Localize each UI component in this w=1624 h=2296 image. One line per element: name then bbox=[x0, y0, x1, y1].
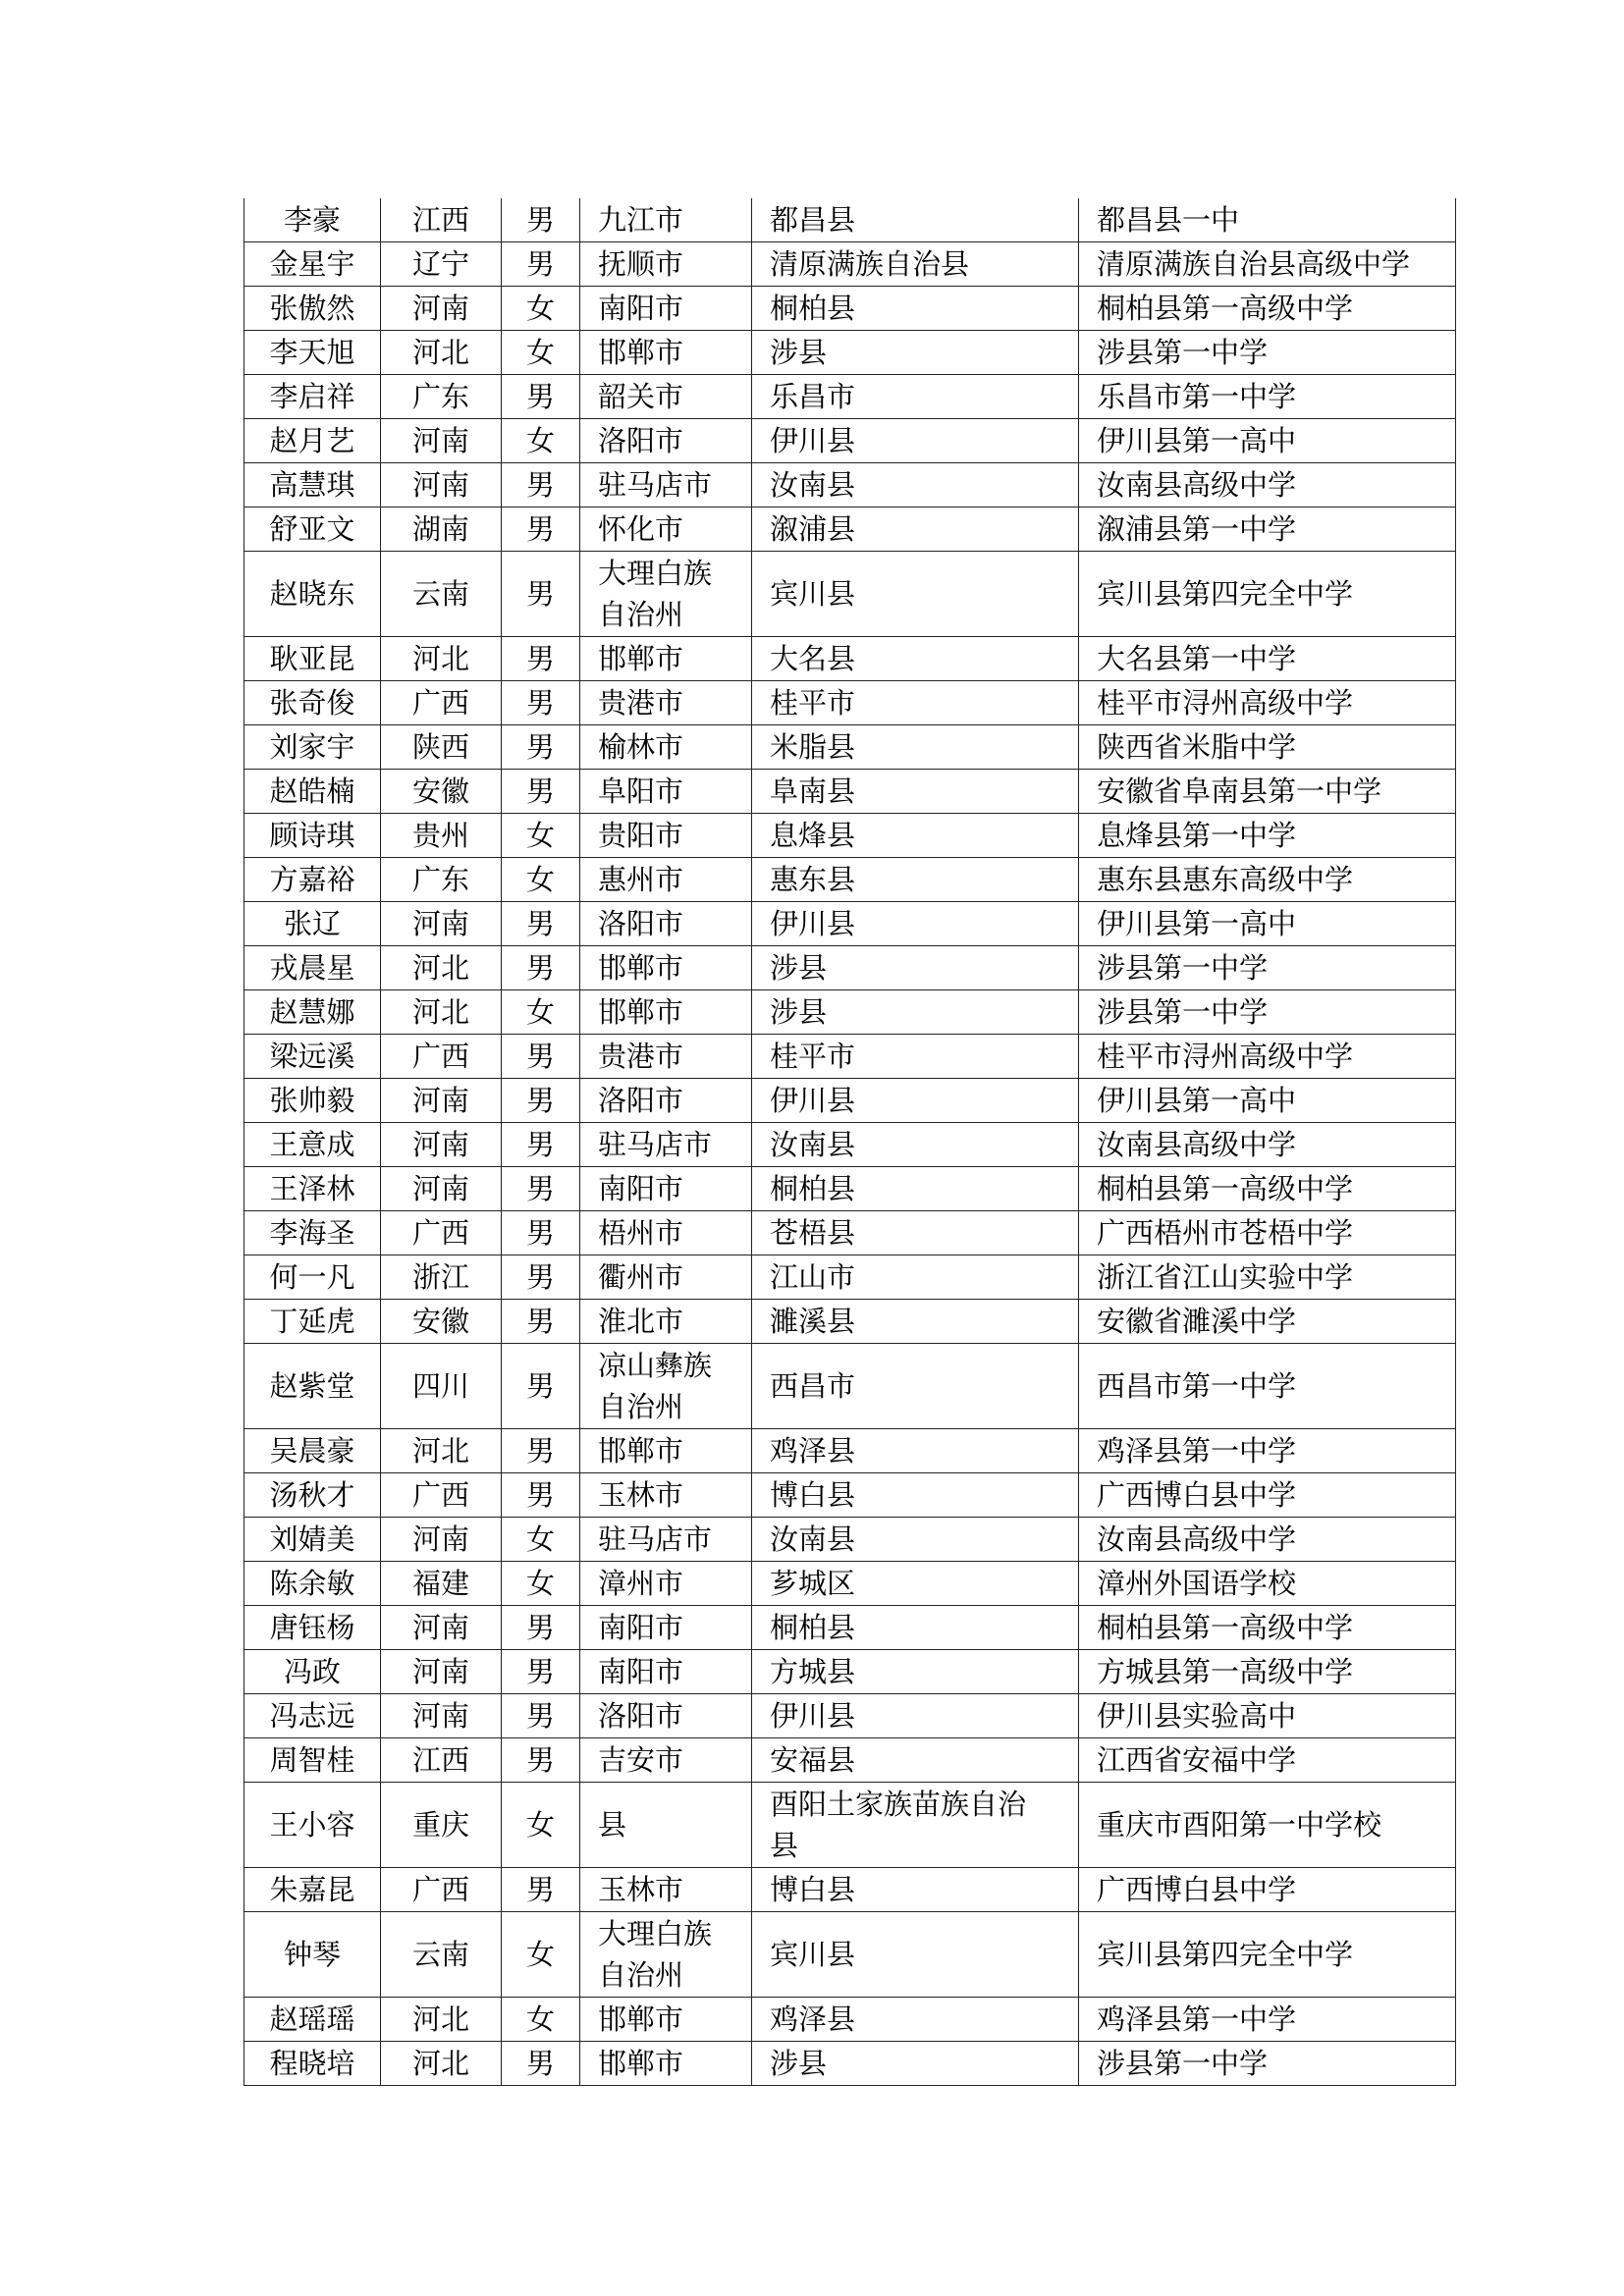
cell-province: 陕西 bbox=[381, 725, 502, 770]
cell-city: 驻马店市 bbox=[580, 463, 752, 507]
cell-school: 浙江省江山实验中学 bbox=[1079, 1255, 1456, 1300]
cell-province: 广西 bbox=[381, 681, 502, 725]
cell-school: 涉县第一中学 bbox=[1079, 990, 1456, 1035]
cell-province: 河南 bbox=[381, 419, 502, 463]
table-row bbox=[244, 287, 1456, 331]
cell-gender: 男 bbox=[502, 1255, 580, 1300]
cell-province: 云南 bbox=[381, 552, 502, 637]
cell-city: 邯郸市 bbox=[580, 990, 752, 1035]
cell-county: 桂平市 bbox=[752, 1035, 1079, 1079]
cell-student-name: 王意成 bbox=[244, 1123, 381, 1167]
cell-city: 驻马店市 bbox=[580, 1518, 752, 1562]
cell-county: 博白县 bbox=[752, 1473, 1079, 1518]
cell-student-name: 赵皓楠 bbox=[244, 770, 381, 814]
cell-gender: 女 bbox=[502, 1562, 580, 1606]
cell-student-name: 顾诗琪 bbox=[244, 814, 381, 858]
cell-province: 河南 bbox=[381, 463, 502, 507]
cell-student-name: 朱嘉昆 bbox=[244, 1868, 381, 1912]
cell-city: 驻马店市 bbox=[580, 1123, 752, 1167]
cell-school: 乐昌市第一中学 bbox=[1079, 375, 1456, 419]
cell-county: 桂平市 bbox=[752, 681, 1079, 725]
cell-student-name: 李豪 bbox=[244, 198, 381, 242]
table-row bbox=[244, 1998, 1456, 2042]
cell-province: 河南 bbox=[381, 1650, 502, 1694]
table-row bbox=[244, 552, 1456, 637]
cell-school: 伊川县实验高中 bbox=[1079, 1694, 1456, 1738]
cell-gender: 女 bbox=[502, 814, 580, 858]
table-row bbox=[244, 1035, 1456, 1079]
cell-province: 浙江 bbox=[381, 1255, 502, 1300]
cell-gender: 男 bbox=[502, 552, 580, 637]
cell-city: 贵港市 bbox=[580, 1035, 752, 1079]
cell-county: 汝南县 bbox=[752, 1518, 1079, 1562]
table-row bbox=[244, 1255, 1456, 1300]
cell-province: 广西 bbox=[381, 1211, 502, 1255]
cell-student-name: 赵慧娜 bbox=[244, 990, 381, 1035]
cell-province: 河南 bbox=[381, 1518, 502, 1562]
cell-school: 江西省安福中学 bbox=[1079, 1738, 1456, 1783]
cell-province: 河北 bbox=[381, 946, 502, 990]
cell-school: 宾川县第四完全中学 bbox=[1079, 552, 1456, 637]
table-row bbox=[244, 507, 1456, 552]
cell-gender: 男 bbox=[502, 1211, 580, 1255]
cell-province: 河南 bbox=[381, 1167, 502, 1211]
cell-county: 乐昌市 bbox=[752, 375, 1079, 419]
table-row bbox=[244, 1300, 1456, 1344]
cell-gender: 女 bbox=[502, 331, 580, 375]
cell-student-name: 唐钰杨 bbox=[244, 1606, 381, 1650]
cell-student-name: 赵紫堂 bbox=[244, 1344, 381, 1429]
table-row bbox=[244, 1473, 1456, 1518]
cell-county: 苍梧县 bbox=[752, 1211, 1079, 1255]
cell-city: 韶关市 bbox=[580, 375, 752, 419]
cell-province: 广东 bbox=[381, 858, 502, 902]
cell-city: 九江市 bbox=[580, 198, 752, 242]
cell-gender: 男 bbox=[502, 1694, 580, 1738]
cell-city: 邯郸市 bbox=[580, 946, 752, 990]
table-row bbox=[244, 1344, 1456, 1429]
cell-student-name: 程晓培 bbox=[244, 2042, 381, 2086]
cell-student-name: 周智桂 bbox=[244, 1738, 381, 1783]
cell-province: 云南 bbox=[381, 1912, 502, 1998]
cell-gender: 男 bbox=[502, 637, 580, 681]
cell-city: 邯郸市 bbox=[580, 331, 752, 375]
cell-student-name: 张傲然 bbox=[244, 287, 381, 331]
cell-province: 河北 bbox=[381, 637, 502, 681]
cell-province: 湖南 bbox=[381, 507, 502, 552]
table-row bbox=[244, 2042, 1456, 2086]
cell-school: 宾川县第四完全中学 bbox=[1079, 1912, 1456, 1998]
cell-city: 大理白族自治州 bbox=[580, 552, 752, 637]
cell-county: 西昌市 bbox=[752, 1344, 1079, 1429]
table-row bbox=[244, 1694, 1456, 1738]
cell-student-name: 汤秋才 bbox=[244, 1473, 381, 1518]
cell-student-name: 张辽 bbox=[244, 902, 381, 946]
table-row bbox=[244, 1211, 1456, 1255]
cell-county: 伊川县 bbox=[752, 1079, 1079, 1123]
cell-gender: 男 bbox=[502, 1606, 580, 1650]
cell-school: 桂平市浔州高级中学 bbox=[1079, 681, 1456, 725]
cell-school: 桐柏县第一高级中学 bbox=[1079, 1606, 1456, 1650]
cell-city: 凉山彝族自治州 bbox=[580, 1344, 752, 1429]
cell-gender: 女 bbox=[502, 1783, 580, 1868]
cell-province: 河南 bbox=[381, 287, 502, 331]
cell-school: 伊川县第一高中 bbox=[1079, 419, 1456, 463]
cell-gender: 男 bbox=[502, 507, 580, 552]
table-row bbox=[244, 463, 1456, 507]
cell-province: 安徽 bbox=[381, 770, 502, 814]
cell-county: 阜南县 bbox=[752, 770, 1079, 814]
cell-gender: 男 bbox=[502, 902, 580, 946]
cell-county: 濉溪县 bbox=[752, 1300, 1079, 1344]
cell-student-name: 刘家宇 bbox=[244, 725, 381, 770]
cell-county: 都昌县 bbox=[752, 198, 1079, 242]
cell-gender: 女 bbox=[502, 1518, 580, 1562]
cell-county: 方城县 bbox=[752, 1650, 1079, 1694]
table-row bbox=[244, 858, 1456, 902]
cell-gender: 男 bbox=[502, 1079, 580, 1123]
cell-county: 宾川县 bbox=[752, 552, 1079, 637]
table-row bbox=[244, 1167, 1456, 1211]
cell-county: 清原满族自治县 bbox=[752, 242, 1079, 287]
cell-province: 河北 bbox=[381, 990, 502, 1035]
cell-province: 安徽 bbox=[381, 1300, 502, 1344]
table-row bbox=[244, 1650, 1456, 1694]
cell-province: 江西 bbox=[381, 198, 502, 242]
cell-county: 涉县 bbox=[752, 331, 1079, 375]
cell-student-name: 钟琴 bbox=[244, 1912, 381, 1998]
table-row bbox=[244, 814, 1456, 858]
cell-county: 米脂县 bbox=[752, 725, 1079, 770]
cell-city: 邯郸市 bbox=[580, 637, 752, 681]
table-row bbox=[244, 770, 1456, 814]
table-row bbox=[244, 990, 1456, 1035]
cell-school: 桐柏县第一高级中学 bbox=[1079, 1167, 1456, 1211]
cell-city: 抚顺市 bbox=[580, 242, 752, 287]
cell-student-name: 吴晨豪 bbox=[244, 1429, 381, 1473]
cell-gender: 男 bbox=[502, 1650, 580, 1694]
table-row bbox=[244, 637, 1456, 681]
cell-student-name: 戎晨星 bbox=[244, 946, 381, 990]
cell-province: 广西 bbox=[381, 1473, 502, 1518]
cell-gender: 女 bbox=[502, 419, 580, 463]
roster-table-body bbox=[244, 198, 1456, 2086]
cell-city: 梧州市 bbox=[580, 1211, 752, 1255]
cell-gender: 女 bbox=[502, 287, 580, 331]
cell-province: 广西 bbox=[381, 1035, 502, 1079]
cell-city: 阜阳市 bbox=[580, 770, 752, 814]
cell-county: 息烽县 bbox=[752, 814, 1079, 858]
cell-city: 淮北市 bbox=[580, 1300, 752, 1344]
cell-province: 河南 bbox=[381, 1694, 502, 1738]
cell-province: 重庆 bbox=[381, 1783, 502, 1868]
table-row bbox=[244, 375, 1456, 419]
cell-city: 南阳市 bbox=[580, 1650, 752, 1694]
cell-school: 重庆市酉阳第一中学校 bbox=[1079, 1783, 1456, 1868]
cell-province: 河南 bbox=[381, 1123, 502, 1167]
cell-city: 南阳市 bbox=[580, 287, 752, 331]
cell-gender: 男 bbox=[502, 2042, 580, 2086]
cell-province: 河南 bbox=[381, 902, 502, 946]
table-row bbox=[244, 198, 1456, 242]
cell-school: 都昌县一中 bbox=[1079, 198, 1456, 242]
cell-city: 贵港市 bbox=[580, 681, 752, 725]
cell-school: 广西梧州市苍梧中学 bbox=[1079, 1211, 1456, 1255]
cell-gender: 男 bbox=[502, 1167, 580, 1211]
cell-city: 县 bbox=[580, 1783, 752, 1868]
cell-province: 广东 bbox=[381, 375, 502, 419]
cell-gender: 男 bbox=[502, 375, 580, 419]
cell-gender: 女 bbox=[502, 858, 580, 902]
cell-county: 大名县 bbox=[752, 637, 1079, 681]
cell-city: 榆林市 bbox=[580, 725, 752, 770]
table-row bbox=[244, 1783, 1456, 1868]
table-row bbox=[244, 419, 1456, 463]
cell-gender: 男 bbox=[502, 1473, 580, 1518]
cell-gender: 男 bbox=[502, 1035, 580, 1079]
cell-county: 鸡泽县 bbox=[752, 1998, 1079, 2042]
cell-province: 河北 bbox=[381, 331, 502, 375]
cell-school: 西昌市第一中学 bbox=[1079, 1344, 1456, 1429]
cell-school: 涉县第一中学 bbox=[1079, 2042, 1456, 2086]
cell-school: 汝南县高级中学 bbox=[1079, 1518, 1456, 1562]
table-row bbox=[244, 1606, 1456, 1650]
cell-county: 桐柏县 bbox=[752, 287, 1079, 331]
cell-school: 广西博白县中学 bbox=[1079, 1868, 1456, 1912]
cell-county: 伊川县 bbox=[752, 902, 1079, 946]
cell-province: 辽宁 bbox=[381, 242, 502, 287]
cell-city: 南阳市 bbox=[580, 1606, 752, 1650]
cell-province: 河北 bbox=[381, 2042, 502, 2086]
cell-gender: 男 bbox=[502, 242, 580, 287]
table-row bbox=[244, 946, 1456, 990]
cell-school: 鸡泽县第一中学 bbox=[1079, 1998, 1456, 2042]
cell-county: 鸡泽县 bbox=[752, 1429, 1079, 1473]
cell-school: 涉县第一中学 bbox=[1079, 946, 1456, 990]
cell-student-name: 赵瑶瑶 bbox=[244, 1998, 381, 2042]
cell-gender: 男 bbox=[502, 1300, 580, 1344]
cell-school: 漳州外国语学校 bbox=[1079, 1562, 1456, 1606]
cell-gender: 男 bbox=[502, 946, 580, 990]
cell-city: 洛阳市 bbox=[580, 419, 752, 463]
student-roster-table bbox=[244, 198, 1456, 2086]
cell-student-name: 李天旭 bbox=[244, 331, 381, 375]
cell-province: 河南 bbox=[381, 1606, 502, 1650]
table-row bbox=[244, 681, 1456, 725]
cell-school: 伊川县第一高中 bbox=[1079, 1079, 1456, 1123]
cell-city: 怀化市 bbox=[580, 507, 752, 552]
table-row bbox=[244, 1562, 1456, 1606]
cell-school: 伊川县第一高中 bbox=[1079, 902, 1456, 946]
cell-student-name: 方嘉裕 bbox=[244, 858, 381, 902]
cell-city: 洛阳市 bbox=[580, 1694, 752, 1738]
cell-city: 洛阳市 bbox=[580, 1079, 752, 1123]
cell-school: 桐柏县第一高级中学 bbox=[1079, 287, 1456, 331]
cell-student-name: 赵晓东 bbox=[244, 552, 381, 637]
cell-province: 贵州 bbox=[381, 814, 502, 858]
cell-county: 宾川县 bbox=[752, 1912, 1079, 1998]
cell-student-name: 刘婧美 bbox=[244, 1518, 381, 1562]
cell-student-name: 耿亚昆 bbox=[244, 637, 381, 681]
cell-county: 伊川县 bbox=[752, 1694, 1079, 1738]
cell-student-name: 高慧琪 bbox=[244, 463, 381, 507]
cell-school: 汝南县高级中学 bbox=[1079, 1123, 1456, 1167]
cell-county: 江山市 bbox=[752, 1255, 1079, 1300]
cell-student-name: 王小容 bbox=[244, 1783, 381, 1868]
cell-student-name: 丁延虎 bbox=[244, 1300, 381, 1344]
cell-city: 玉林市 bbox=[580, 1868, 752, 1912]
cell-gender: 男 bbox=[502, 725, 580, 770]
cell-gender: 女 bbox=[502, 1912, 580, 1998]
cell-city: 吉安市 bbox=[580, 1738, 752, 1783]
cell-school: 桂平市浔州高级中学 bbox=[1079, 1035, 1456, 1079]
cell-county: 惠东县 bbox=[752, 858, 1079, 902]
cell-gender: 男 bbox=[502, 463, 580, 507]
cell-county: 桐柏县 bbox=[752, 1167, 1079, 1211]
cell-city: 洛阳市 bbox=[580, 902, 752, 946]
cell-student-name: 赵月艺 bbox=[244, 419, 381, 463]
cell-gender: 男 bbox=[502, 1123, 580, 1167]
cell-city: 惠州市 bbox=[580, 858, 752, 902]
cell-county: 汝南县 bbox=[752, 463, 1079, 507]
cell-county: 涉县 bbox=[752, 2042, 1079, 2086]
cell-student-name: 李启祥 bbox=[244, 375, 381, 419]
cell-province: 广西 bbox=[381, 1868, 502, 1912]
cell-province: 河南 bbox=[381, 1079, 502, 1123]
cell-city: 玉林市 bbox=[580, 1473, 752, 1518]
cell-student-name: 陈余敏 bbox=[244, 1562, 381, 1606]
table-row bbox=[244, 1868, 1456, 1912]
cell-school: 安徽省濉溪中学 bbox=[1079, 1300, 1456, 1344]
cell-school: 方城县第一高级中学 bbox=[1079, 1650, 1456, 1694]
table-row bbox=[244, 331, 1456, 375]
cell-school: 清原满族自治县高级中学 bbox=[1079, 242, 1456, 287]
cell-province: 江西 bbox=[381, 1738, 502, 1783]
cell-city: 邯郸市 bbox=[580, 1429, 752, 1473]
cell-city: 邯郸市 bbox=[580, 1998, 752, 2042]
cell-student-name: 张奇俊 bbox=[244, 681, 381, 725]
cell-gender: 男 bbox=[502, 681, 580, 725]
cell-school: 大名县第一中学 bbox=[1079, 637, 1456, 681]
cell-gender: 男 bbox=[502, 198, 580, 242]
cell-gender: 男 bbox=[502, 770, 580, 814]
cell-student-name: 梁远溪 bbox=[244, 1035, 381, 1079]
cell-county: 伊川县 bbox=[752, 419, 1079, 463]
cell-student-name: 张帅毅 bbox=[244, 1079, 381, 1123]
cell-school: 鸡泽县第一中学 bbox=[1079, 1429, 1456, 1473]
cell-city: 大理白族自治州 bbox=[580, 1912, 752, 1998]
cell-county: 酉阳土家族苗族自治县 bbox=[752, 1783, 1079, 1868]
table-row bbox=[244, 242, 1456, 287]
cell-student-name: 冯志远 bbox=[244, 1694, 381, 1738]
cell-student-name: 冯政 bbox=[244, 1650, 381, 1694]
cell-gender: 男 bbox=[502, 1738, 580, 1783]
cell-school: 息烽县第一中学 bbox=[1079, 814, 1456, 858]
cell-student-name: 王泽林 bbox=[244, 1167, 381, 1211]
table-row bbox=[244, 1123, 1456, 1167]
table-row bbox=[244, 1518, 1456, 1562]
cell-county: 安福县 bbox=[752, 1738, 1079, 1783]
cell-province: 河北 bbox=[381, 1998, 502, 2042]
cell-city: 漳州市 bbox=[580, 1562, 752, 1606]
cell-student-name: 金星宇 bbox=[244, 242, 381, 287]
table-row bbox=[244, 1079, 1456, 1123]
cell-county: 涉县 bbox=[752, 946, 1079, 990]
cell-province: 河北 bbox=[381, 1429, 502, 1473]
cell-county: 芗城区 bbox=[752, 1562, 1079, 1606]
cell-gender: 男 bbox=[502, 1429, 580, 1473]
cell-student-name: 李海圣 bbox=[244, 1211, 381, 1255]
cell-county: 溆浦县 bbox=[752, 507, 1079, 552]
cell-county: 博白县 bbox=[752, 1868, 1079, 1912]
cell-city: 邯郸市 bbox=[580, 2042, 752, 2086]
cell-province: 四川 bbox=[381, 1344, 502, 1429]
cell-city: 贵阳市 bbox=[580, 814, 752, 858]
cell-gender: 女 bbox=[502, 1998, 580, 2042]
cell-county: 汝南县 bbox=[752, 1123, 1079, 1167]
cell-city: 衢州市 bbox=[580, 1255, 752, 1300]
cell-gender: 男 bbox=[502, 1868, 580, 1912]
cell-student-name: 舒亚文 bbox=[244, 507, 381, 552]
table-row bbox=[244, 725, 1456, 770]
table-row bbox=[244, 1738, 1456, 1783]
cell-city: 南阳市 bbox=[580, 1167, 752, 1211]
cell-school: 涉县第一中学 bbox=[1079, 331, 1456, 375]
cell-school: 陕西省米脂中学 bbox=[1079, 725, 1456, 770]
cell-gender: 男 bbox=[502, 1344, 580, 1429]
cell-county: 桐柏县 bbox=[752, 1606, 1079, 1650]
cell-school: 溆浦县第一中学 bbox=[1079, 507, 1456, 552]
table-row bbox=[244, 1429, 1456, 1473]
cell-school: 安徽省阜南县第一中学 bbox=[1079, 770, 1456, 814]
cell-student-name: 何一凡 bbox=[244, 1255, 381, 1300]
cell-county: 涉县 bbox=[752, 990, 1079, 1035]
cell-gender: 女 bbox=[502, 990, 580, 1035]
table-row bbox=[244, 902, 1456, 946]
table-row bbox=[244, 1912, 1456, 1998]
cell-province: 福建 bbox=[381, 1562, 502, 1606]
cell-school: 惠东县惠东高级中学 bbox=[1079, 858, 1456, 902]
cell-school: 汝南县高级中学 bbox=[1079, 463, 1456, 507]
cell-school: 广西博白县中学 bbox=[1079, 1473, 1456, 1518]
